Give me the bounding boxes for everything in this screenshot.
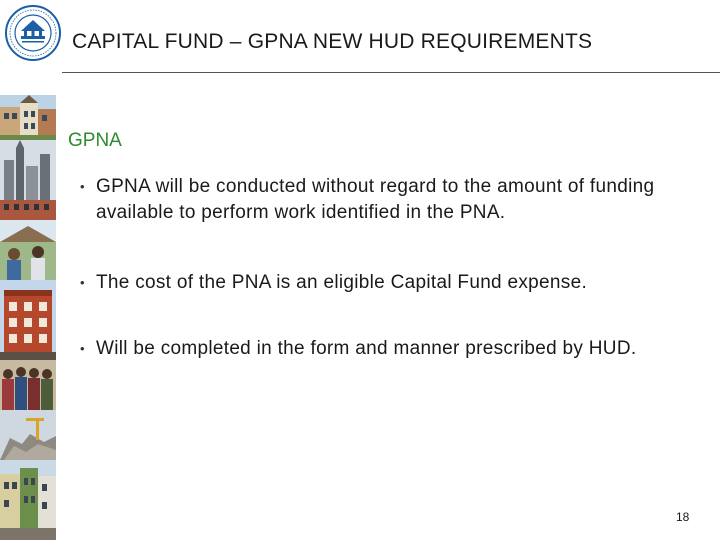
city-skyline-photo [0,140,56,220]
bullet-item [80,174,686,226]
group-photo [0,360,56,410]
hud-seal-icon [4,4,62,62]
bullet-marker: • [80,341,85,356]
bullet-text: GPNA will be conducted without regard to the amount of funding available to perform work identified in the PNA. [96,176,655,223]
bullet-marker: • [80,179,85,194]
apartment-building-photo [0,280,56,360]
rowhouses-photo [0,460,56,540]
page-number: 18 [676,510,690,524]
bullet-text: The cost of the PNA is an eligible Capital Fund expense. [96,272,588,293]
residents-photo [0,220,56,280]
bullet-marker: • [80,275,85,290]
bullet-text: Will be completed in the form and manner prescribed by HUD. [96,338,637,359]
bullet-item [80,270,686,296]
townhouses-photo [0,95,56,140]
demolition-photo [0,410,56,460]
bullet-list [80,174,686,362]
bullet-item [80,336,686,362]
slide-title: CAPITAL FUND – GPNA NEW HUD REQUIREMENTS [72,30,593,53]
section-heading: GPNA [68,130,122,151]
title-divider [62,72,720,73]
housing-photos-collage [0,95,56,540]
